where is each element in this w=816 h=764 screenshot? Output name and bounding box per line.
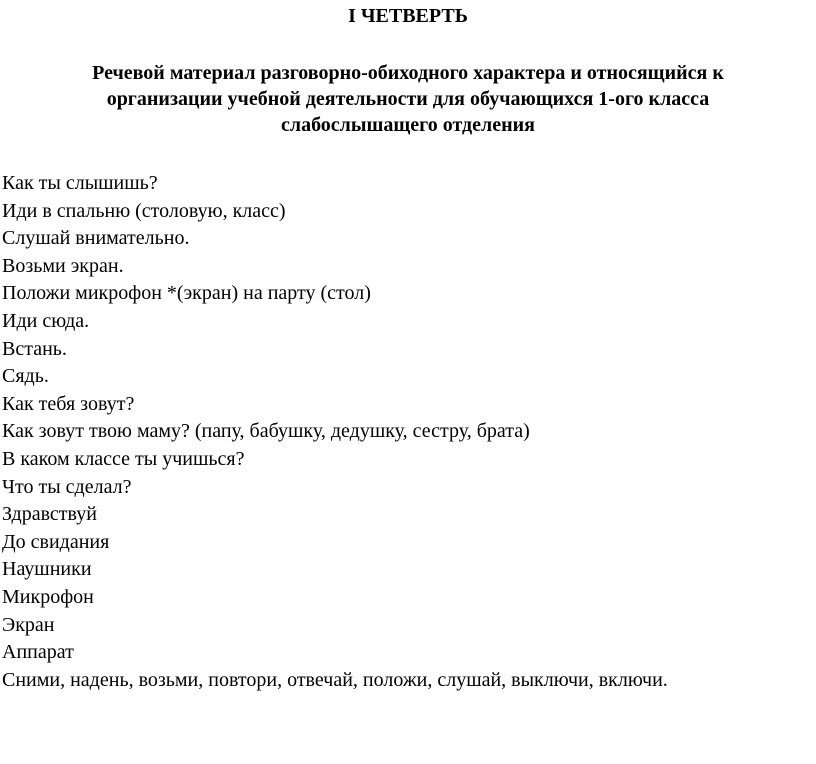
phrase-item: Иди в спальню (столовую, класс) [2, 199, 286, 222]
heading-line: организации учебной деятельности для обучающихся 1-ого класса [106, 88, 710, 110]
phrase-item: Возьми экран. [2, 254, 124, 277]
phrase-item: Здравствуй [2, 503, 97, 526]
phrase-item: Сними, надень, возьми, повтори, отвечай, положи, слушай, выключи, включи. [2, 668, 668, 691]
phrase-item: Наушники [2, 558, 92, 581]
phrase-item: Встань. [2, 337, 67, 360]
phrase-item: До свидания [2, 530, 110, 553]
phrase-item: Иди сюда. [2, 309, 90, 332]
heading-line: Речевой материал разговорно-обиходного характера и относящийся к [92, 62, 724, 84]
phrase-item: Сядь. [2, 365, 49, 388]
phrase-item: Как ты слышишь? [2, 172, 158, 194]
phrase-item: Экран [2, 613, 55, 636]
phrase-item: В каком классе ты учишься? [2, 447, 245, 470]
heading-line: слабослышащего отделения [280, 114, 536, 136]
phrase-item: Как тебя зовут? [2, 392, 135, 415]
phrase-item: Микрофон [2, 585, 94, 608]
phrase-item: Аппарат [2, 641, 74, 664]
phrase-item: Слушай внимательно. [2, 227, 190, 250]
section-heading [4, 60, 812, 138]
phrase-list [2, 170, 814, 694]
phrase-item: Что ты сделал? [2, 475, 132, 498]
quarter-title: I ЧЕТВЕРТЬ [348, 5, 468, 27]
phrase-item: Как зовут твою маму? (папу, бабушку, дедушку, сестру, брата) [2, 420, 530, 443]
phrase-item: Положи микрофон *(экран) на парту (стол) [2, 282, 371, 305]
